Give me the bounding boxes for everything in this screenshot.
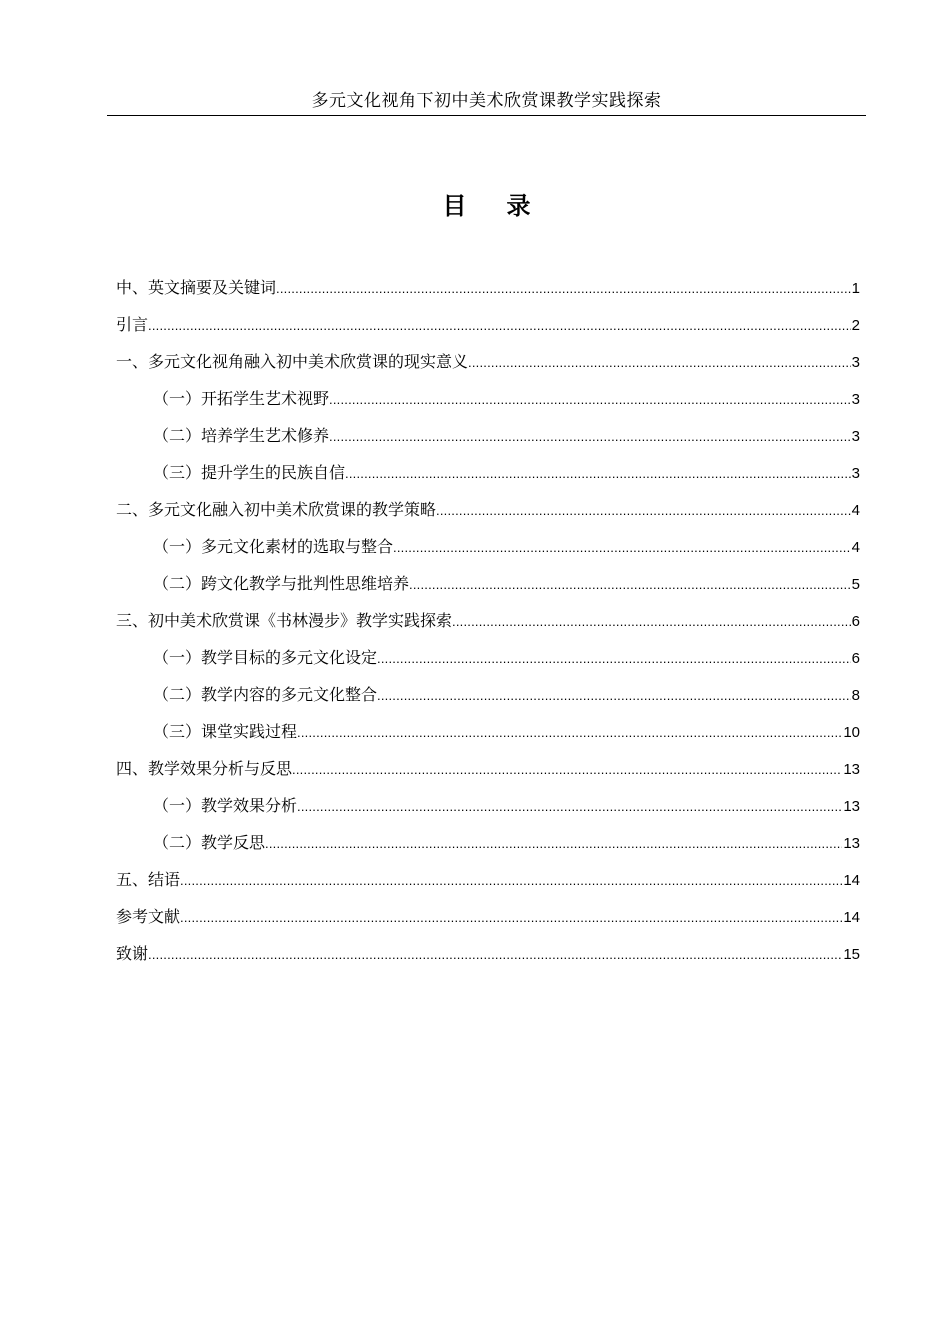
toc-entry[interactable] bbox=[116, 343, 860, 380]
toc-entry-title[interactable]: （三）提升学生的民族自信 bbox=[153, 463, 346, 482]
toc-subentry[interactable] bbox=[116, 417, 860, 454]
toc-entry-title[interactable]: 二、多元文化融入初中美术欣赏课的教学策略 bbox=[116, 500, 437, 519]
dot-leader bbox=[265, 825, 842, 862]
toc-entry-page: 13 bbox=[843, 835, 860, 852]
dot-leader bbox=[377, 677, 851, 714]
dot-leader bbox=[452, 603, 851, 640]
toc-entry-title[interactable]: 一、多元文化视角融入初中美术欣赏课的现实意义 bbox=[116, 352, 469, 371]
toc-entry-title[interactable]: （一）开拓学生艺术视野 bbox=[153, 389, 330, 408]
toc-entry-page: 6 bbox=[851, 650, 860, 667]
toc-entry-title[interactable]: （二）教学内容的多元文化整合 bbox=[153, 685, 378, 704]
toc-entry-title[interactable]: 四、教学效果分析与反思 bbox=[116, 759, 293, 778]
toc-entry-title[interactable]: （二）跨文化教学与批判性思维培养 bbox=[153, 574, 410, 593]
toc-subentry[interactable] bbox=[116, 528, 860, 565]
toc-entry-page: 3 bbox=[851, 354, 860, 371]
header-divider bbox=[107, 115, 866, 116]
toc-entry-page: 4 bbox=[851, 502, 860, 519]
dot-leader bbox=[148, 936, 842, 973]
toc-entry[interactable] bbox=[116, 269, 860, 306]
toc-entry[interactable] bbox=[116, 750, 860, 787]
dot-leader bbox=[276, 270, 851, 307]
toc-subentry[interactable] bbox=[116, 787, 860, 824]
toc-entry-page: 1 bbox=[851, 280, 860, 297]
dot-leader bbox=[180, 899, 842, 936]
dot-leader bbox=[148, 307, 851, 344]
toc-subentry[interactable] bbox=[116, 676, 860, 713]
table-of-contents bbox=[116, 269, 860, 972]
toc-entry[interactable] bbox=[116, 861, 860, 898]
toc-entry-page: 2 bbox=[851, 317, 860, 334]
toc-entry-page: 3 bbox=[851, 465, 860, 482]
toc-subentry[interactable] bbox=[116, 454, 860, 491]
toc-entry-title[interactable]: （三）课堂实践过程 bbox=[153, 722, 298, 741]
toc-entry-title[interactable]: 致谢 bbox=[116, 944, 149, 963]
toc-entry-title[interactable]: 五、结语 bbox=[116, 870, 181, 889]
toc-entry-title[interactable]: （一）多元文化素材的选取与整合 bbox=[153, 537, 394, 556]
dot-leader bbox=[180, 862, 842, 899]
dot-leader bbox=[292, 751, 842, 788]
toc-entry-page: 8 bbox=[851, 687, 860, 704]
toc-entry-page: 15 bbox=[843, 946, 860, 963]
toc-entry[interactable] bbox=[116, 898, 860, 935]
toc-entry-page: 14 bbox=[843, 872, 860, 889]
toc-entry[interactable] bbox=[116, 602, 860, 639]
toc-entry-page: 14 bbox=[843, 909, 860, 926]
toc-entry[interactable] bbox=[116, 306, 860, 343]
toc-entry-title[interactable]: （一）教学目标的多元文化设定 bbox=[153, 648, 378, 667]
dot-leader bbox=[329, 418, 851, 455]
toc-subentry[interactable] bbox=[116, 824, 860, 861]
dot-leader bbox=[468, 344, 851, 381]
toc-entry-page: 10 bbox=[843, 724, 860, 741]
toc-subentry[interactable] bbox=[116, 639, 860, 676]
toc-entry-title[interactable]: （一）教学效果分析 bbox=[153, 796, 298, 815]
toc-title: 目录 bbox=[442, 191, 571, 220]
toc-entry-page: 3 bbox=[851, 391, 860, 408]
dot-leader bbox=[393, 529, 851, 566]
toc-entry[interactable] bbox=[116, 491, 860, 528]
toc-entry-page: 4 bbox=[851, 539, 860, 556]
dot-leader bbox=[329, 381, 851, 418]
toc-entry-title[interactable]: 参考文献 bbox=[116, 907, 181, 926]
toc-entry-page: 13 bbox=[843, 761, 860, 778]
toc-entry-title[interactable]: （二）教学反思 bbox=[153, 833, 266, 852]
toc-entry-page: 3 bbox=[851, 428, 860, 445]
toc-subentry[interactable] bbox=[116, 565, 860, 602]
dot-leader bbox=[436, 492, 851, 529]
toc-entry-page: 13 bbox=[843, 798, 860, 815]
running-header: 多元文化视角下初中美术欣赏课教学实践探索 bbox=[311, 91, 662, 111]
dot-leader bbox=[377, 640, 851, 677]
toc-entry-title[interactable]: 中、英文摘要及关键词 bbox=[116, 278, 277, 297]
toc-entry-title[interactable]: 引言 bbox=[116, 315, 149, 334]
dot-leader bbox=[345, 455, 851, 492]
toc-entry-title[interactable]: （二）培养学生艺术修养 bbox=[153, 426, 330, 445]
toc-entry[interactable] bbox=[116, 935, 860, 972]
toc-entry-title[interactable]: 三、初中美术欣赏课《书林漫步》教学实践探索 bbox=[116, 611, 453, 630]
dot-leader bbox=[297, 788, 842, 825]
dot-leader bbox=[297, 714, 842, 751]
toc-entry-page: 5 bbox=[851, 576, 860, 593]
toc-entry-page: 6 bbox=[851, 613, 860, 630]
dot-leader bbox=[409, 566, 851, 603]
toc-subentry[interactable] bbox=[116, 380, 860, 417]
toc-subentry[interactable] bbox=[116, 713, 860, 750]
